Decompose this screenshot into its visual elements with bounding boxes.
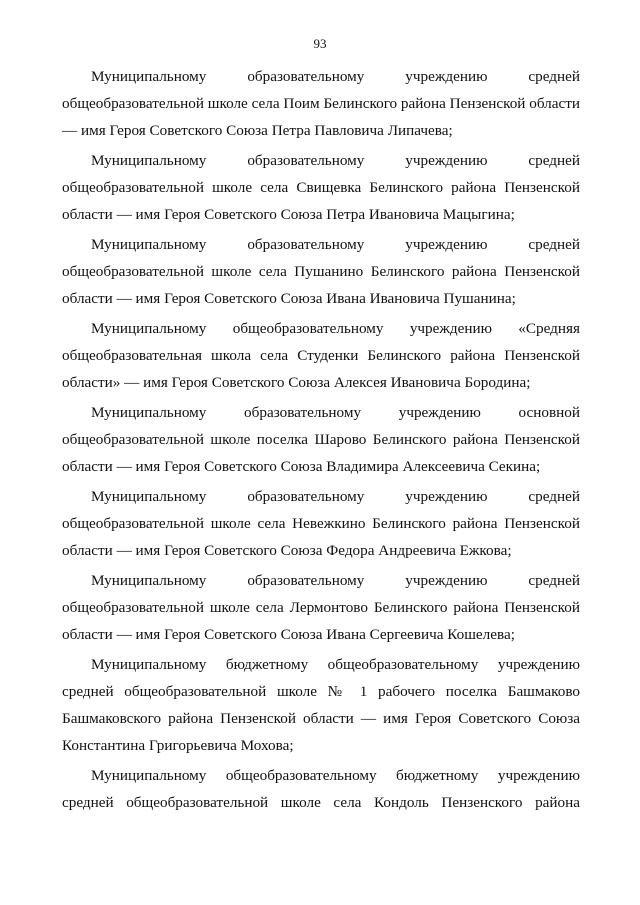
- paragraph-8: Муниципальному бюджетному общеобразовательному учреждению средней общеобразовательной школе № 1 рабочего поселка Башмаково Башмаковского района Пензенской области — имя Героя Советского Союза Константина Григорьевича Мохова;: [62, 656, 580, 754]
- paragraph-4: Муниципальному общеобразовательному учреждению «Средняя общеобразовательная школа села Студенки Белинского района Пензенской области» — имя Героя Советского Союза Алексея Ивановича Бородина;: [62, 320, 580, 391]
- page-number: 93: [313, 36, 327, 51]
- paragraph-7: Муниципальному образовательному учреждению средней общеобразовательной школе села Лермонтово Белинского района Пензенской области — имя Героя Советского Союза Ивана Сергеевича Кошелева;: [62, 572, 580, 643]
- document-body: [62, 63, 580, 819]
- paragraph-2: Муниципальному образовательному учреждению средней общеобразовательной школе села Свищевка Белинского района Пензенской области — имя Героя Советского Союза Петра Ивановича Мацыгина;: [62, 152, 580, 223]
- paragraph-5: Муниципальному образовательному учреждению основной общеобразовательной школе поселка Шарово Белинского района Пензенской области — имя Героя Советского Союза Владимира Алексеевича Секина;: [62, 404, 580, 475]
- paragraph-3: Муниципальному образовательному учреждению средней общеобразовательной школе села Пушанино Белинского района Пензенской области — имя Героя Советского Союза Ивана Ивановича Пушанина;: [62, 236, 580, 307]
- paragraph-1: Муниципальному образовательному учреждению средней общеобразовательной школе села Поим Белинского района Пензенской области — имя Героя Советского Союза Петра Павловича Липачева;: [62, 68, 580, 139]
- paragraph-9: Муниципальному общеобразовательному бюджетному учреждению средней общеобразовательной школе села Кондоль Пензенского района: [62, 767, 580, 811]
- paragraph-6: Муниципальному образовательному учреждению средней общеобразовательной школе села Невежкино Белинского района Пензенской области — имя Героя Советского Союза Федора Андреевича Ежкова;: [62, 488, 580, 559]
